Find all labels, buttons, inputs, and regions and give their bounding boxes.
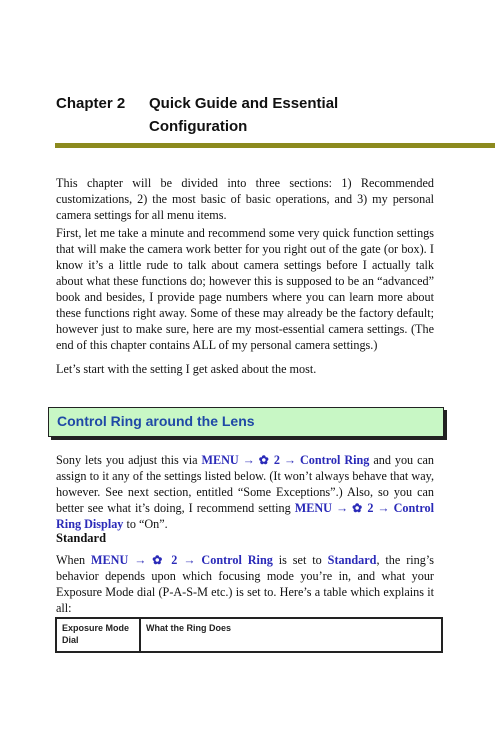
text-run: to “On”. [123,517,168,531]
standard-paragraph [56,552,434,616]
standard-heading: Standard [56,531,107,545]
text-run: and you can assign to it any of the settings listed below. (It won’t always behave that way, however. See next section, entitled “Some Exceptions”.) Also, so you can better see what it’s doing, I recommend setting [56,453,434,515]
standard-value: Standard [327,553,377,567]
text-run: is set to [272,553,328,567]
chapter-divider [55,143,495,148]
control-ring-paragraph [56,452,434,532]
menu-path-control-ring-display: MENU → ✿ 2 → Control Ring Display [56,501,434,531]
column-header-ring-does: What the Ring Does [140,618,442,652]
text-run: Sony lets you adjust this via [56,453,202,467]
ring-behavior-table [55,617,443,653]
table-header-row [56,618,442,652]
intro-paragraph-3: Let’s start with the setting I get asked about the most. [56,362,317,376]
intro-paragraph-1: This chapter will be divided into three sections: 1) Recommended customizations, 2) the most basic of basic operations, and 3) my personal camera settings for all menu items. [56,176,434,222]
menu-path-standard: MENU → ✿ 2 → Control Ring [91,553,273,567]
intro-paragraph-2: First, let me take a minute and recommend some very quick function settings that will make the camera work better for you right out of the gate (or box). I know it’s a little rude to talk about camera settings before I actually talk about what these functions do; however this is supposed to be an “advanced” book and besides, I provide page numbers where you can learn more about these functions right away. Some of these may already be the factory default; however just to make sure, here are my most-essential camera settings. (The end of this chapter contains ALL of my personal camera settings.) [56,226,434,352]
text-run: When [56,553,92,567]
menu-path-control-ring: MENU → ✿ 2 → Control Ring [201,453,370,467]
chapter-number: Chapter 2 [56,95,126,112]
chapter-title: Quick Guide and Essential Configuration [149,95,339,135]
text-run: , the ring’s behavior depends upon which focusing mode you’re in, and what your Exposure Mode dial (P-A-S-M etc.) is set to. Here’s a table which explains it all: [56,553,434,615]
section-title: Control Ring around the Lens [57,413,255,429]
section-heading-box [48,407,444,437]
column-header-exposure-mode: Exposure Mode Dial [56,618,140,652]
